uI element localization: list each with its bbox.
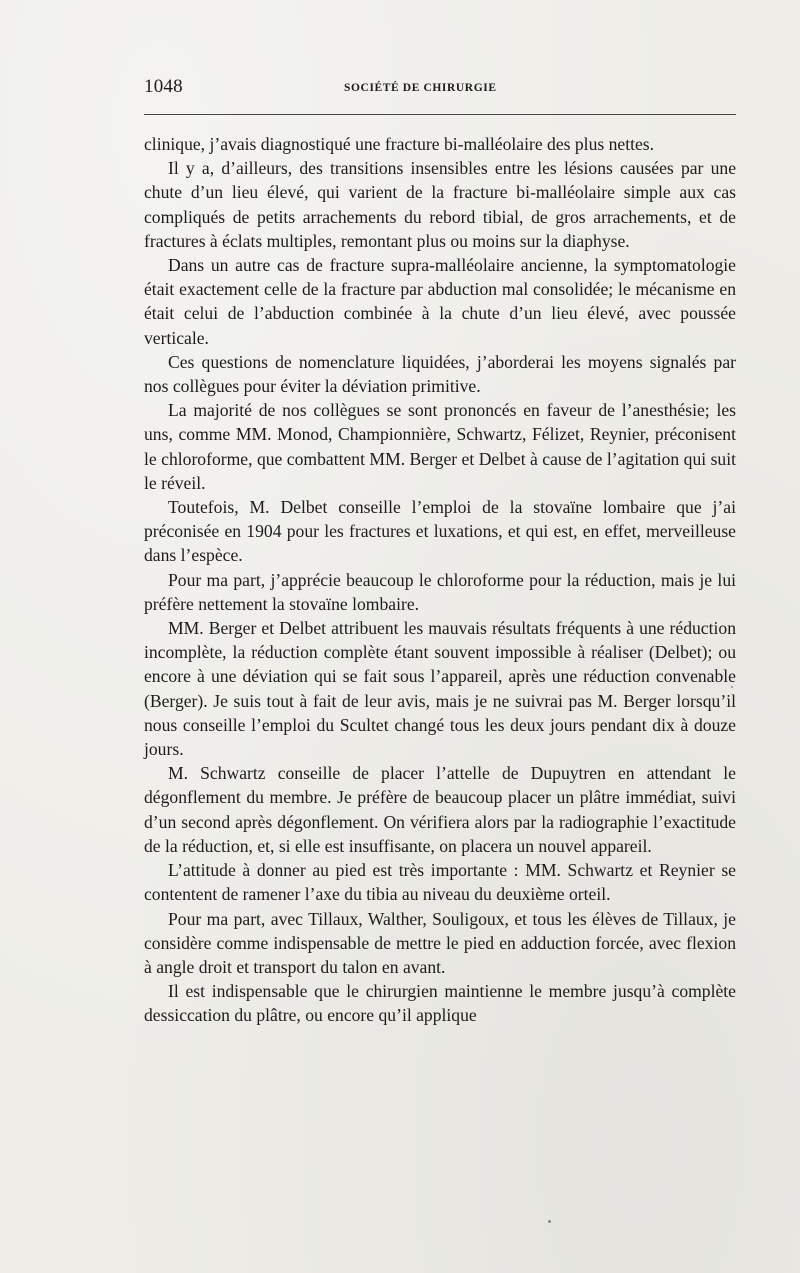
running-head: SOCIÉTÉ DE CHIRURGIE [344, 82, 497, 94]
body-text [144, 132, 736, 1028]
header-rule [144, 114, 736, 115]
paragraph-8: MM. Berger et Delbet attribuent les mauvais résultats fréquents à une réduction incomplète, la réduction complète étant souvent impossible à réaliser (Delbet); ou encore à une déviation qui se fait sous l’appareil, après une réduction convenable (Berger). Je suis tout à fait de leur avis, mais je ne suivrai pas M. Berger lorsqu’il nous conseille l’emploi du Scultet changé tous les deux jours pendant dix à douze jours. [144, 618, 736, 760]
paragraph-7: Pour ma part, j’apprécie beaucoup le chloroforme pour la réduction, mais je lui préfère nettement la stovaïne lombaire. [144, 569, 736, 614]
paragraph-4: Ces questions de nomenclature liquidées, j’aborderai les moyens signalés par nos collègues pour éviter la déviation primitive. [144, 351, 736, 397]
page-number: 1048 [144, 76, 183, 97]
paragraph-9: M. Schwartz conseille de placer l’attelle de Dupuytren en attendant le dégonflement du membre. Je préfère de beaucoup placer un plâtre immédiat, suivi d’un second après dégonflement. On vérifiera alors par la radiographie l’exactitude de la réduction, et, si elle est insuffisante, on placera un nouvel appareil. [144, 763, 736, 856]
speck [548, 1220, 551, 1223]
paragraph-12: Il est indispensable que le chirurgien maintienne le membre jusqu’à complète dessiccation du plâtre, ou encore qu’il applique [144, 981, 736, 1026]
speck [731, 686, 733, 688]
paragraph-6: Toutefois, M. Delbet conseille l’emploi de la stovaïne lombaire que j’ai préconisée en 1904 pour les fractures et luxations, et qui est, en effet, merveilleuse dans l’espèce. [144, 497, 736, 566]
paragraph-11: Pour ma part, avec Tillaux, Walther, Souligoux, et tous les élèves de Tillaux, je considère comme indispensable de mettre le pied en adduction forcée, avec flexion à angle droit et transport du talon en avant. [144, 908, 736, 977]
paragraph-10: L’attitude à donner au pied est très importante : MM. Schwartz et Reynier se contentent de ramener l’axe du tibia au niveau du deuxième orteil. [144, 860, 736, 905]
paragraph-5: La majorité de nos collègues se sont prononcés en faveur de l’anesthésie; les uns, comme MM. Monod, Championnière, Schwartz, Félizet, Reynier, préconisent le chloroforme, que combattent MM. Berger et Delbet à cause de l’agitation qui suit le réveil. [144, 400, 736, 493]
paragraph-2: Il y a, d’ailleurs, des transitions insensibles entre les lésions causées par une chute d’un lieu élevé, qui varient de la fracture bi-malléolaire simple aux cas compliqués de petits arrachements du rebord tibial, de gros arrachements, et de fractures à éclats multiples, remontant plus ou moins sur la diaphyse. [144, 158, 736, 251]
paragraph-1: clinique, j’avais diagnostiqué une fracture bi-malléolaire des plus nettes. [144, 134, 655, 154]
paragraph-3: Dans un autre cas de fracture supra-malléolaire ancienne, la symptomatologie était exactement celle de la fracture par abduction mal consolidée; le mécanisme en était celui de l’abduction combinée à la chute d’un lieu élevé, avec poussée verticale. [144, 255, 736, 348]
page-header [144, 76, 736, 102]
